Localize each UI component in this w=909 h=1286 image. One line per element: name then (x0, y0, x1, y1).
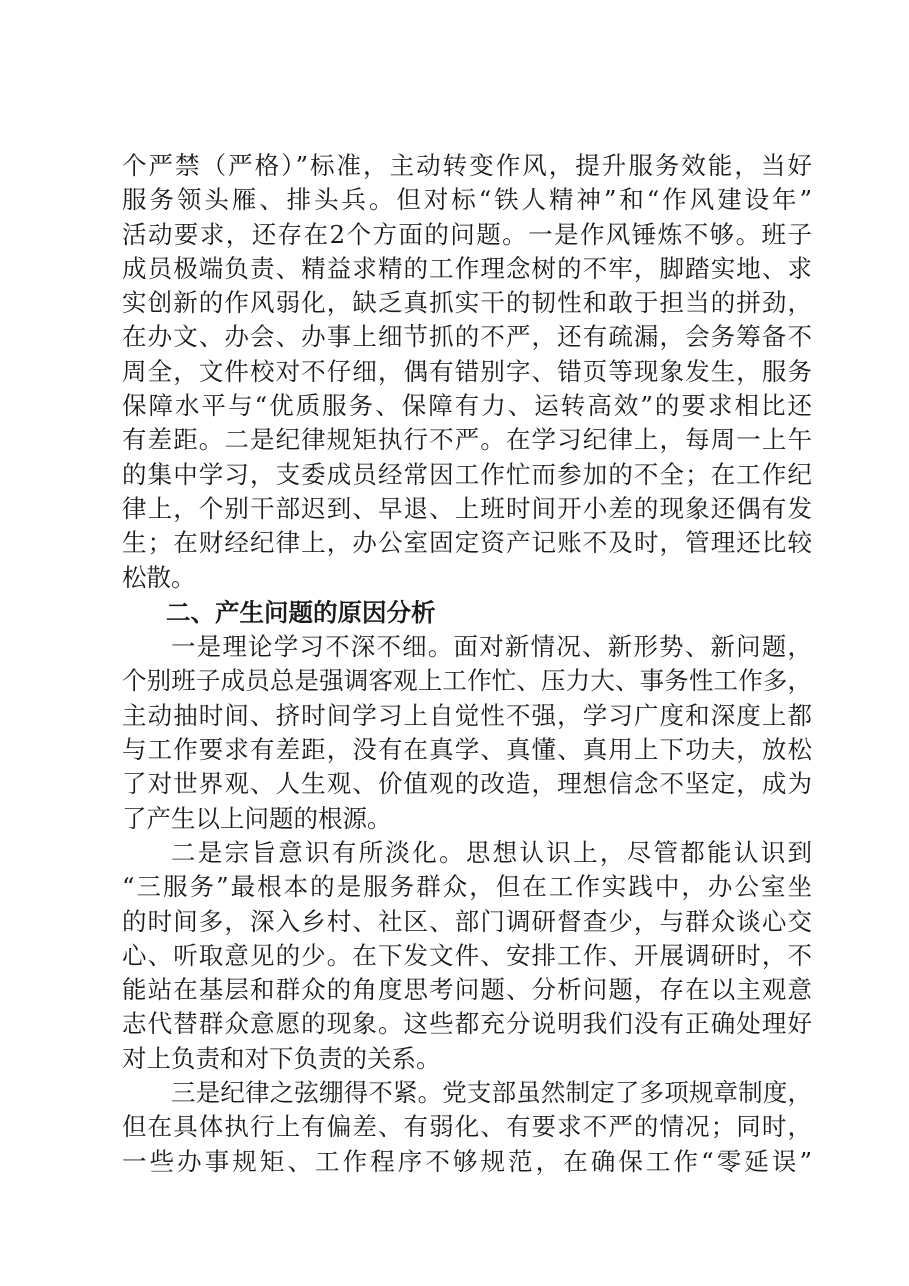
text-line: 了对世界观、人生观、价值观的改造，理想信念不坚定，成为 (122, 769, 812, 799)
text-line: 但在具体执行上有偏差、有弱化、有要求不严的情况；同时， (122, 1112, 812, 1142)
text-line: 周全，文件校对不仔细，偶有错别字、错页等现象发生，服务 (122, 356, 812, 386)
text-line: 与工作要求有差距，没有在真学、真懂、真用上下功夫，放松 (122, 735, 812, 765)
text-line: 能站在基层和群众的角度思考问题、分析问题，存在以主观意 (122, 975, 812, 1005)
text-line: 了产生以上问题的根源。 (122, 803, 392, 833)
text-line: 个别班子成员总是强调客观上工作忙、压力大、事务性工作多， (122, 666, 812, 696)
text-line: 保障水平与“优质服务、保障有力、运转高效”的要求相比还 (122, 391, 812, 421)
text-line: 的集中学习，支委成员经常因工作忙而参加的不全；在工作纪 (122, 459, 812, 489)
paragraph-problems (122, 149, 812, 595)
text-line: 生；在财经纪律上，办公室固定资产记账不及时，管理还比较 (122, 528, 812, 558)
text-line: 一些办事规矩、工作程序不够规范，在确保工作“零延误” (122, 1146, 812, 1176)
paragraph-purpose-awareness (122, 836, 812, 1076)
text-line: 志代替群众意愿的现象。这些都充分说明我们没有正确处理好 (122, 1009, 812, 1039)
text-line: 实创新的作风弱化，缺乏真抓实干的韧性和敢于担当的拼劲， (122, 288, 812, 318)
text-line: 一是理论学习不深不细。面对新情况、新形势、新问题， (171, 632, 812, 662)
text-line: 松散。 (122, 562, 196, 592)
text-line: 服务领头雁、排头兵。但对标“铁人精神”和“作风建设年” (122, 185, 812, 215)
paragraph-theory-study (122, 630, 812, 836)
text-line: 个严禁（严格）”标准，主动转变作风，提升服务效能，当好 (122, 151, 812, 180)
text-line: 活动要求，还存在2个方面的问题。一是作风锤炼不够。班子 (122, 219, 812, 249)
text-line: 三是纪律之弦绷得不紧。党支部虽然制定了多项规章制度， (171, 1078, 812, 1108)
text-line: 在办文、办会、办事上细节抓的不严，还有疏漏，会务筹备不 (122, 322, 812, 352)
document-page (122, 149, 812, 1179)
text-line: 律上，个别干部迟到、早退、上班时间开小差的现象还偶有发 (122, 493, 812, 523)
text-line: 的时间多，深入乡村、社区、部门调研督查少，与群众谈心交 (122, 906, 812, 936)
text-line: 二是宗旨意识有所淡化。思想认识上，尽管都能认识到 (171, 837, 812, 867)
section-heading (122, 596, 812, 630)
text-line: “三服务”最根本的是服务群众，但在工作实践中，办公室坐 (122, 872, 812, 902)
text-line: 有差距。二是纪律规矩执行不严。在学习纪律上，每周一上午 (122, 425, 812, 455)
text-line: 对上负责和对下负责的关系。 (122, 1043, 441, 1073)
text-line: 心、听取意见的少。在下发文件、安排工作、开展调研时，不 (122, 940, 812, 970)
text-line: 成员极端负责、精益求精的工作理念树的不牢，脚踏实地、求 (122, 253, 812, 283)
paragraph-discipline (122, 1076, 812, 1179)
heading-line: 二、产生问题的原因分析 (166, 597, 436, 627)
text-line: 主动抽时间、挤时间学习上自觉性不强，学习广度和深度上都 (122, 700, 812, 730)
